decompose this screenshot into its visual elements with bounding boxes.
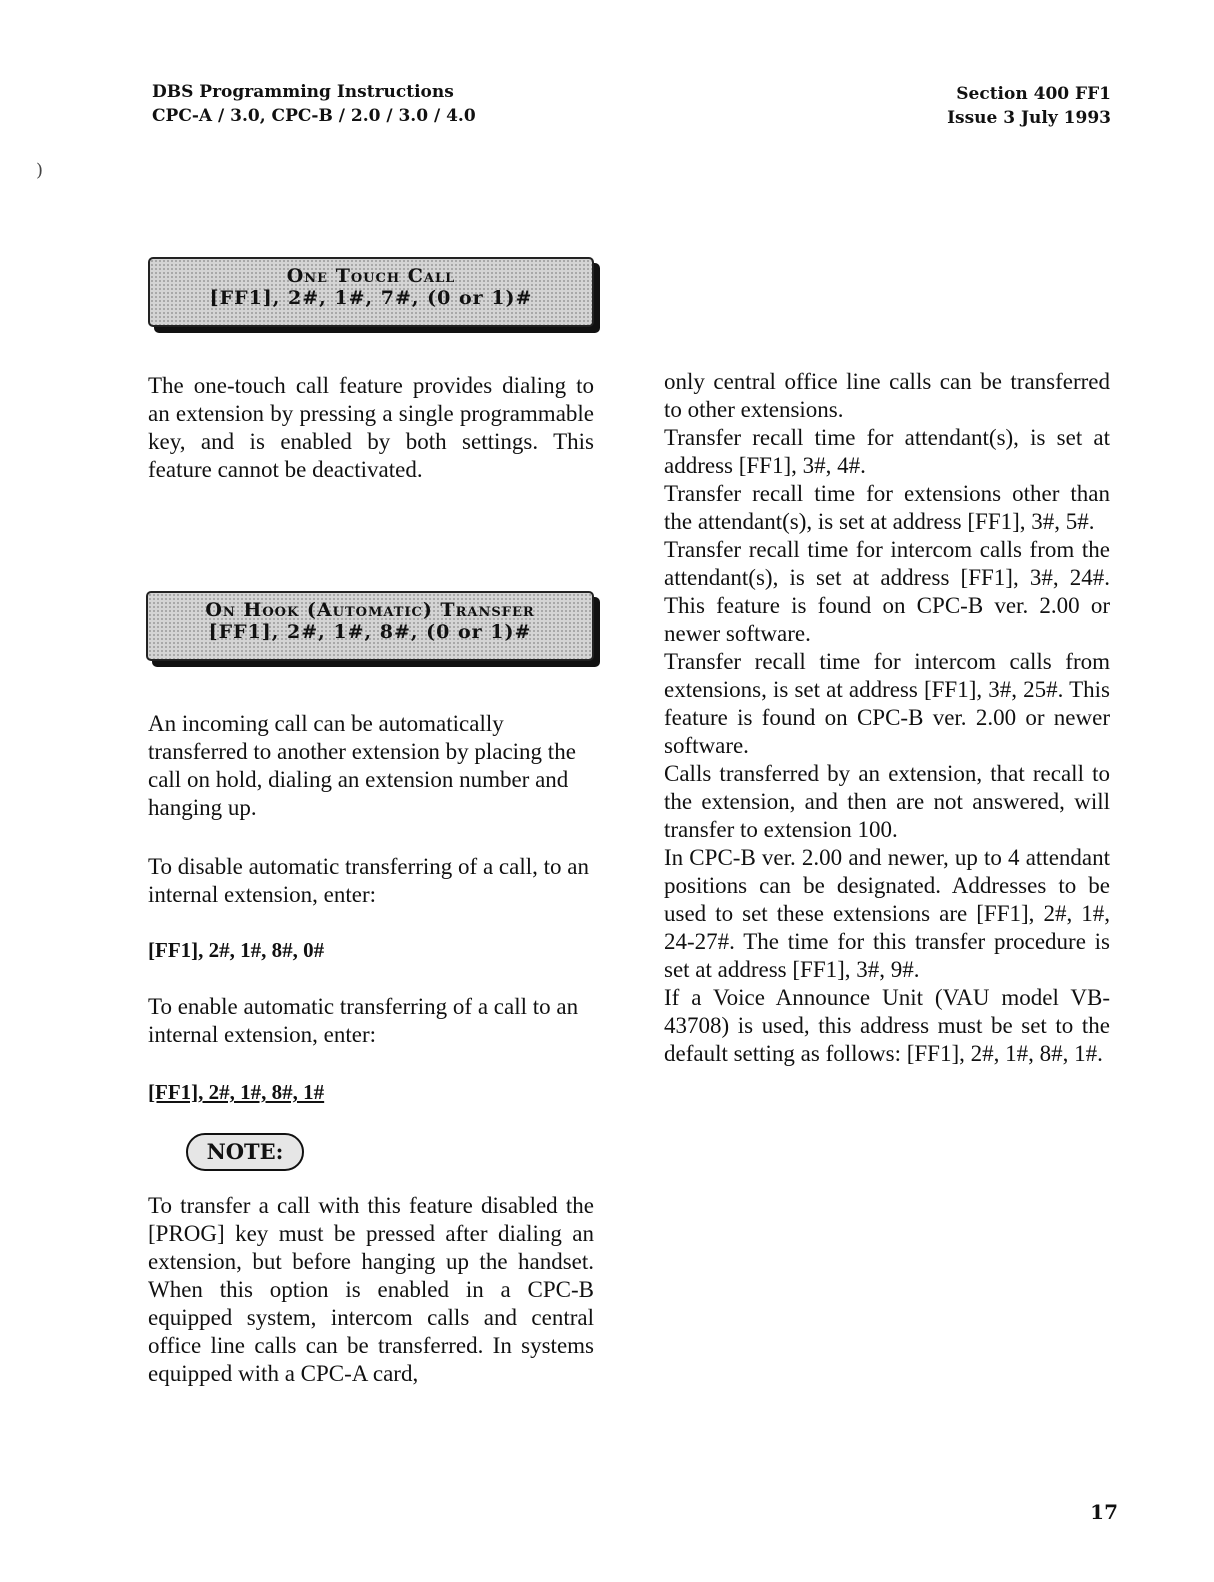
right-column	[664, 368, 1110, 1068]
header-right	[947, 82, 1111, 130]
on-hook-description	[148, 710, 596, 822]
issue-label: Issue 3 July 1993	[947, 108, 1111, 128]
doc-versions: CPC-A / 3.0, CPC-B / 2.0 / 3.0 / 4.0	[152, 106, 476, 126]
feature-code: [FF1], 2#, 1#, 8#, (0 or 1)#	[208, 621, 532, 643]
feature-title: One Touch Call	[286, 265, 456, 287]
section-label: Section 400 FF1	[956, 84, 1111, 104]
doc-title: DBS Programming Instructions	[152, 82, 454, 102]
paragraph: If a Voice Announce Unit (VAU model VB-43708) is used, this address must be set to the default setting as follows: [FF1], 2#, 1#, 8#, 1#.	[664, 985, 1110, 1066]
note-text	[148, 1192, 594, 1388]
paragraph: An incoming call can be automatically transferred to another extension by placing the call on hold, dialing an extension number and hanging up.	[148, 711, 576, 820]
enable-instructions	[148, 993, 596, 1049]
paragraph: To transfer a call with this feature disabled the [PROG] key must be pressed after dialing an extension, but before hanging up the handset. When this option is enabled in a CPC-B equipped system, intercom calls and central office line calls can be transferred. In systems equipped with a CPC-A card,	[148, 1193, 594, 1386]
one-touch-description	[148, 372, 594, 484]
paragraph: Transfer recall time for attendant(s), is set at address [FF1], 3#, 4#.	[664, 425, 1110, 478]
page-number: 17	[1090, 1500, 1118, 1524]
header-left	[152, 80, 476, 128]
feature-box-one-touch-call	[148, 257, 594, 327]
paragraph: To disable automatic transferring of a call, to an internal extension, enter:	[148, 854, 589, 907]
disable-instructions	[148, 853, 596, 909]
paragraph: Calls transferred by an extension, that recall to the extension, and then are not answered, will transfer to extension 100.	[664, 761, 1110, 842]
enable-code: [FF1], 2#, 1#, 8#, 1#	[148, 1080, 325, 1104]
feature-box-on-hook-transfer	[146, 591, 594, 661]
disable-code: [FF1], 2#, 1#, 8#, 0#	[148, 938, 325, 962]
paragraph: Transfer recall time for intercom calls from the attendant(s), is set at address [FF1], 3#, 24#. This feature is found on CPC-B ver. 2.00 or newer software.	[664, 537, 1110, 646]
paragraph: only central office line calls can be transferred to other extensions.	[664, 369, 1110, 422]
scan-mark: )	[36, 160, 44, 181]
feature-code: [FF1], 2#, 1#, 7#, (0 or 1)#	[209, 287, 533, 309]
paragraph: In CPC-B ver. 2.00 and newer, up to 4 attendant positions can be designated. Addresses to be used to set these extensions are [FF1], 2#, 1#, 24-27#. The time for this transfer procedure is set at address [FF1], 3#, 9#.	[664, 845, 1110, 982]
paragraph: To enable automatic transferring of a call to an internal extension, enter:	[148, 994, 579, 1047]
feature-title: On Hook (Automatic) Transfer	[205, 599, 535, 621]
paragraph: Transfer recall time for intercom calls from extensions, is set at address [FF1], 3#, 25#. This feature is found on CPC-B ver. 2.00 or newer software.	[664, 649, 1110, 758]
paragraph: Transfer recall time for extensions other than the attendant(s), is set at address [FF1], 3#, 5#.	[664, 481, 1110, 534]
paragraph: The one-touch call feature provides dialing to an extension by pressing a single programmable key, and is enabled by both settings. This feature cannot be deactivated.	[148, 373, 594, 482]
note-badge: NOTE:	[186, 1133, 304, 1171]
